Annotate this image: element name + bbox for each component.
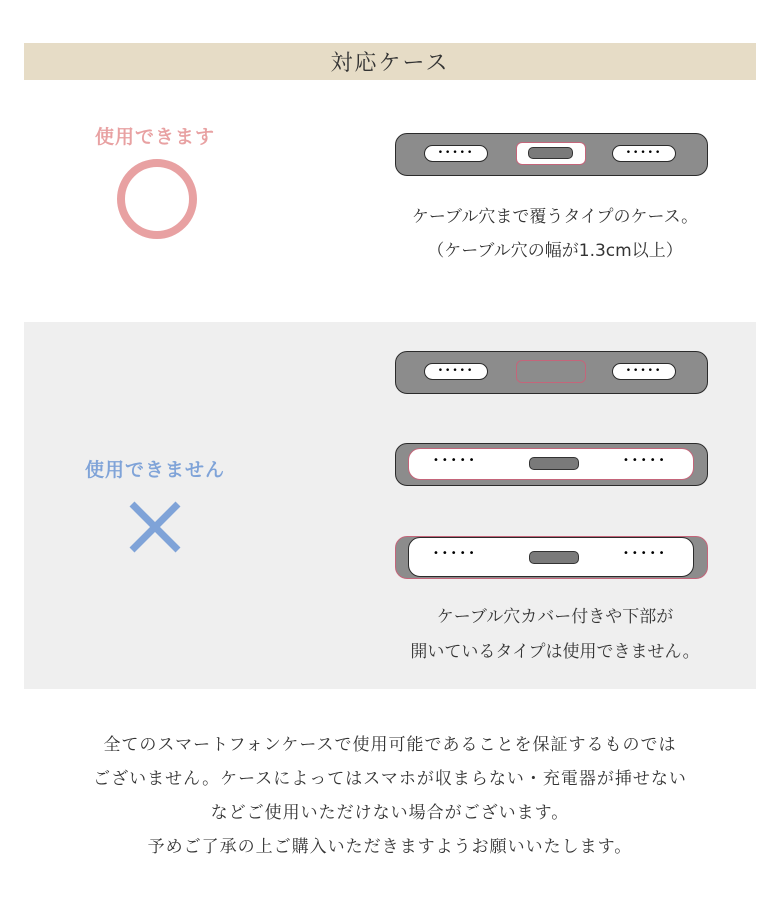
speaker-grill-left: ••••• bbox=[424, 145, 488, 162]
cable-hole-opening bbox=[516, 142, 586, 165]
open-bottom-area bbox=[408, 537, 694, 577]
not-usable-label: 使用できません bbox=[84, 459, 225, 481]
notice-line2: ございません。ケースによってはスマホが収まらない・充電器が挿せない bbox=[93, 769, 687, 789]
speaker-dots-left: ••••• bbox=[433, 455, 478, 466]
charging-port-icon bbox=[528, 147, 573, 159]
cross-icon bbox=[128, 500, 182, 554]
speaker-dots-left: ••••• bbox=[433, 548, 478, 559]
usable-label: 使用できます bbox=[94, 126, 215, 148]
speaker-grill-right: ••••• bbox=[612, 145, 676, 162]
open-bottom-area bbox=[408, 448, 694, 480]
charging-port-icon bbox=[529, 551, 579, 564]
not-usable-desc-line2: 開いているタイプは使用できません。 bbox=[410, 642, 700, 662]
page-title: 対応ケース bbox=[330, 51, 450, 76]
notice-line3: などご使用いただけない場合がございます。 bbox=[210, 803, 570, 823]
usable-desc-line2: （ケーブル穴の幅が1.3cm以上） bbox=[427, 241, 683, 261]
covered-port-case-illustration bbox=[395, 351, 708, 394]
usable-case-illustration bbox=[395, 133, 708, 176]
notice-line1: 全てのスマートフォンケースで使用可能であることを保証するものでは bbox=[103, 735, 677, 755]
charging-port-icon bbox=[529, 457, 579, 470]
disclaimer-notice bbox=[24, 728, 756, 864]
section-title-bar bbox=[24, 43, 756, 80]
circle-icon bbox=[117, 159, 197, 239]
usable-desc-line1: ケーブル穴まで覆うタイプのケース。 bbox=[411, 207, 699, 227]
narrow-opening-case-illustration bbox=[395, 443, 708, 486]
open-bottom-case-illustration bbox=[395, 536, 708, 579]
not-usable-description bbox=[370, 600, 740, 670]
speaker-grill-left: ••••• bbox=[424, 363, 488, 380]
speaker-dots-right: ••••• bbox=[623, 455, 668, 466]
usable-description bbox=[370, 200, 740, 268]
speaker-dots-right: ••••• bbox=[623, 548, 668, 559]
notice-line4: 予めご了承の上ご購入いただきますようお願いいたします。 bbox=[147, 837, 633, 857]
covered-cable-hole bbox=[516, 360, 586, 383]
not-usable-desc-line1: ケーブル穴カバー付きや下部が bbox=[436, 607, 674, 627]
speaker-grill-right: ••••• bbox=[612, 363, 676, 380]
